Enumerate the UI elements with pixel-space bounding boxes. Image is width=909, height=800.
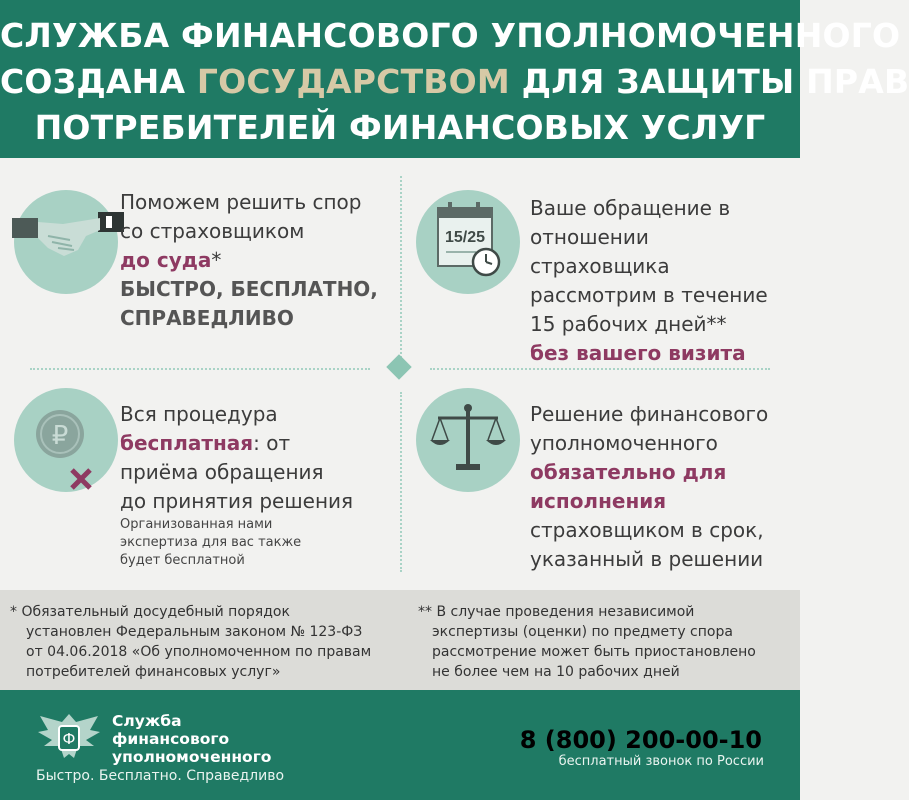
block-binding-decision: Решение финансового уполномоченного обязательно для исполнения страховщиком в срок, указанный в решении [530,402,769,571]
divider-vertical-top [400,176,402,362]
svg-text:₽: ₽ [51,421,69,451]
header-banner [0,0,909,158]
eagle-emblem-icon [34,708,104,764]
cross-icon [72,470,90,488]
header-accent-word: ГОСУДАРСТВОМ [196,62,510,101]
svg-text:Ф: Ф [62,730,76,748]
header-line-1: СЛУЖБА ФИНАНСОВОГО УПОЛНОМОЧЕННОГО [0,16,901,55]
ruble-coin-icon [30,400,120,500]
footnote-left: * Обязательный досудебный порядок установлен Федеральным законом № 123-ФЗ от 04.06.2018 «Об уполномоченном по правам потребителей финансовых услуг» [10,604,372,680]
brand-name: Служба финансового уполномоченного [112,712,272,766]
divider-horizontal-left [30,368,370,370]
header-line-2: СОЗДАНА ГОСУДАРСТВОМ ДЛЯ ЗАЩИТЫ ПРАВ [0,62,909,101]
handshake-icon [8,210,128,270]
divider-vertical-bottom [400,392,402,572]
brand-slogan: Быстро. Бесплатно. Справедливо [36,768,285,784]
scales-icon [428,400,508,480]
header-line-3: ПОТРЕБИТЕЛЕЙ ФИНАНСОВЫХ УСЛУГ [34,108,766,147]
divider-horizontal-right [430,368,770,370]
calendar-date-text: 15/25 [444,229,486,246]
block-free-procedure: Вся процедура бесплатная: от приёма обращения до принятия решения Организованная нами экспертиза для вас также будет бесплатной [120,402,354,568]
footnote-right: ** В случае проведения независимой экспертизы (оценки) по предмету спора рассмотрение может быть приостановлено не более чем на 10 рабочих дней [418,604,756,680]
block-dispute: Поможем решить спор со страховщиком до суда* БЫСТРО, БЕСПЛАТНО, СПРАВЕДЛИВО [120,190,378,330]
hotline-note: бесплатный звонок по России [558,754,764,769]
calendar-clock-icon [436,200,506,280]
hotline-phone[interactable]: 8 (800) 200-00-10 [519,726,762,754]
block-review-period: Ваше обращение в отношении страховщика рассмотрим в течение 15 рабочих дней** без вашего визита [530,196,768,365]
